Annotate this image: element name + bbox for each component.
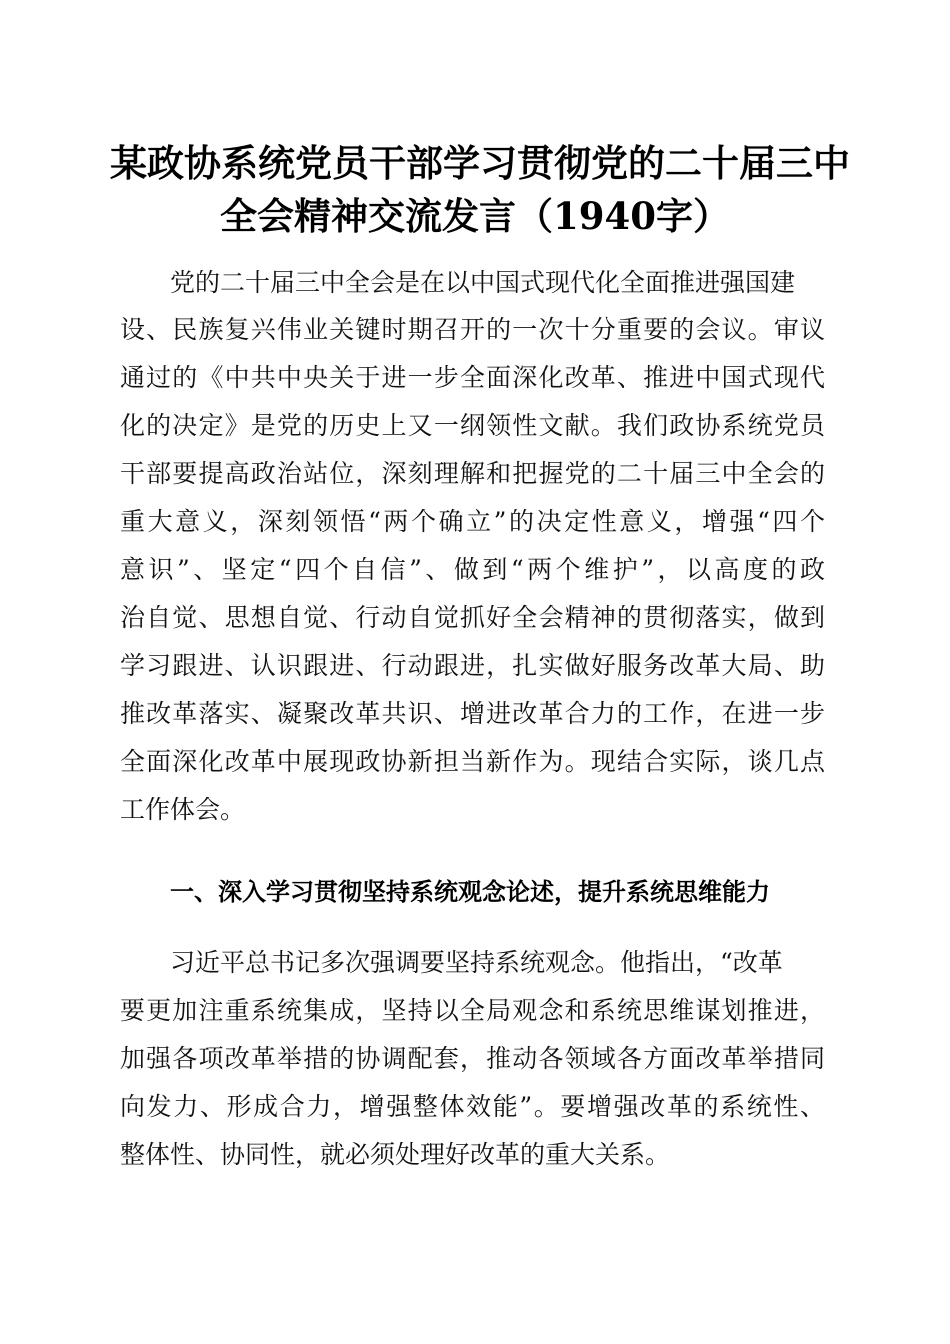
document-title-line-1: 某政协系统党员干部学习贯彻党的二十届三中: [110, 141, 850, 185]
paragraph-line: 要更加注重系统集成，坚持以全局观念和系统思维谋划推进，: [120, 996, 825, 1025]
paragraph-line: 工作体会。: [120, 795, 246, 824]
paragraph-line: 学习跟进、认识跟进、行动跟进，扎实做好服务改革大局、助: [120, 651, 825, 680]
paragraph-line: 设、民族复兴伟业关键时期召开的一次十分重要的会议。审议: [120, 315, 825, 344]
paragraph-line: 化的决定》是党的历史上又一纲领性文献。我们政协系统党员: [120, 411, 825, 440]
paragraph-line: 全面深化改革中展现政协新担当新作为。现结合实际，谈几点: [120, 747, 825, 776]
document-title-line-2: 全会精神交流发言（1940字）: [220, 194, 730, 238]
paragraph-line: 党的二十届三中全会是在以中国式现代化全面推进强国建: [170, 268, 796, 297]
paragraph-line: 推改革落实、凝聚改革共识、增进改革合力的工作，在进一步: [120, 699, 825, 728]
paragraph-line: 向发力、形成合力，增强整体效能”。要增强改革的系统性、: [120, 1092, 825, 1121]
paragraph-line: 意识”、坚定“四个自信”、做到“两个维护”，以高度的政: [120, 555, 825, 584]
paragraph-line: 治自觉、思想自觉、行动自觉抓好全会精神的贯彻落实，做到: [120, 603, 825, 632]
paragraph-line: 加强各项改革举措的协调配套，推动各领域各方面改革举措同: [120, 1044, 825, 1073]
paragraph-line: 通过的《中共中央关于进一步全面深化改革、推进中国式现代: [120, 363, 825, 392]
paragraph-line: 干部要提高政治站位，深刻理解和把握党的二十届三中全会的: [120, 459, 825, 488]
paragraph-line: 整体性、协同性，就必须处理好改革的重大关系。: [120, 1140, 671, 1169]
section-heading: 一、深入学习贯彻坚持系统观念论述，提升系统思维能力: [170, 878, 770, 906]
paragraph-line: 习近平总书记多次强调要坚持系统观念。他指出，“改革: [170, 948, 783, 977]
paragraph-line: 重大意义，深刻领悟“两个确立”的决定性意义，增强“四个: [120, 507, 825, 536]
